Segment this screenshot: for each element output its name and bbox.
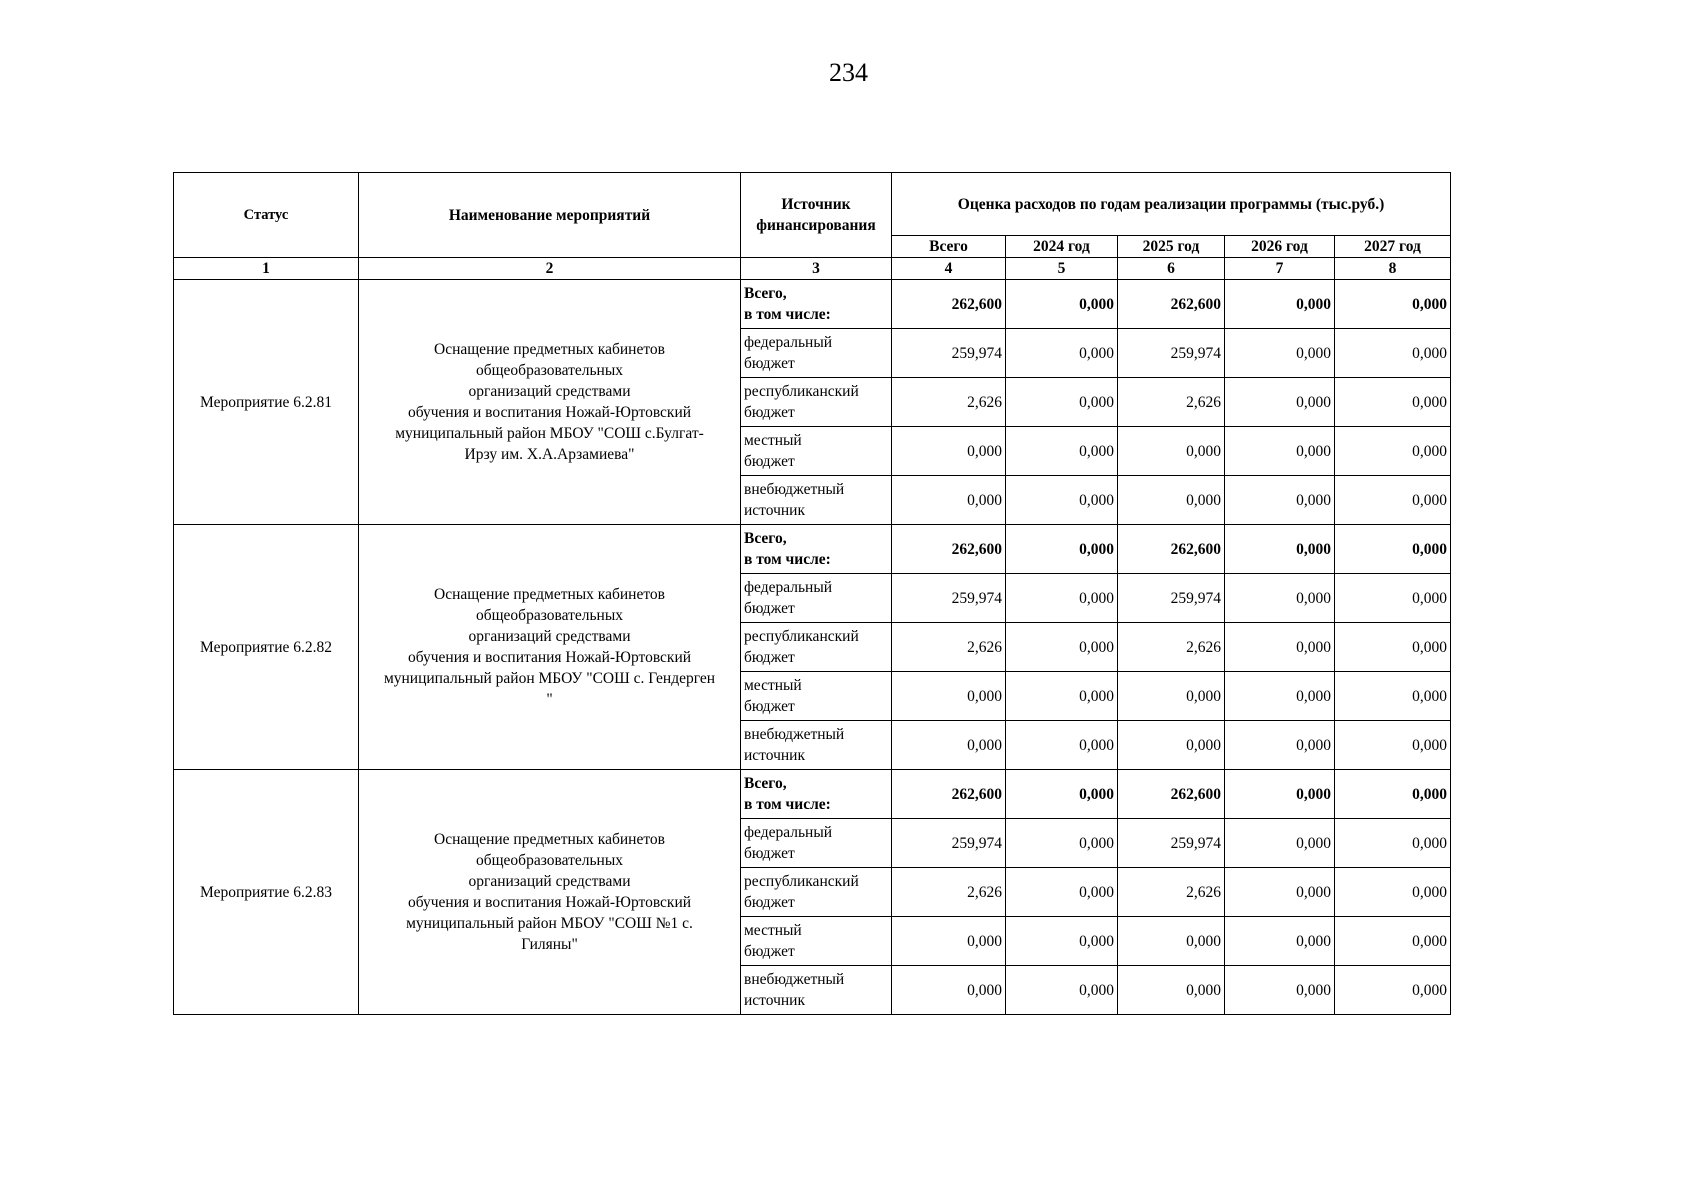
col-number: 1: [174, 258, 359, 280]
amount-cell: 0,000: [1225, 378, 1335, 427]
amount-cell: 262,600: [892, 770, 1006, 819]
header-name: Наименование мероприятий: [359, 173, 741, 258]
amount-cell: 0,000: [1335, 378, 1451, 427]
amount-cell: 2,626: [1118, 378, 1225, 427]
amount-cell: 0,000: [1225, 280, 1335, 329]
amount-cell: 0,000: [1118, 917, 1225, 966]
header-year-2025: 2025 год: [1118, 236, 1225, 258]
col-number: 6: [1118, 258, 1225, 280]
amount-cell: 0,000: [892, 917, 1006, 966]
header-status: Статус: [174, 173, 359, 258]
amount-cell: 0,000: [892, 966, 1006, 1015]
amount-cell: 0,000: [1006, 623, 1118, 672]
amount-cell: 0,000: [1335, 868, 1451, 917]
amount-cell: 0,000: [892, 427, 1006, 476]
event-status: Мероприятие 6.2.81: [174, 280, 359, 525]
amount-cell: 0,000: [1335, 672, 1451, 721]
funding-source: местный бюджет: [741, 427, 892, 476]
amount-cell: 0,000: [1335, 917, 1451, 966]
amount-cell: 0,000: [1335, 770, 1451, 819]
col-number: 5: [1006, 258, 1118, 280]
funding-source: местный бюджет: [741, 917, 892, 966]
amount-cell: 0,000: [1118, 427, 1225, 476]
amount-cell: 0,000: [1335, 329, 1451, 378]
event-total-row: [174, 770, 1451, 819]
amount-cell: 0,000: [1006, 329, 1118, 378]
amount-cell: 0,000: [1335, 427, 1451, 476]
amount-cell: 0,000: [1006, 476, 1118, 525]
header-estimate: Оценка расходов по годам реализации программы (тыс.руб.): [892, 173, 1451, 236]
amount-cell: 0,000: [1225, 427, 1335, 476]
event-name: Оснащение предметных кабинетов общеобразовательных организаций средствами обучения и воспитания Ножай-Юртовский муниципальный район МБОУ "СОШ №1 с. Гиляны": [359, 770, 741, 1015]
event-total-row: [174, 280, 1451, 329]
amount-cell: 0,000: [892, 721, 1006, 770]
funding-source: республиканский бюджет: [741, 378, 892, 427]
amount-cell: 0,000: [1006, 672, 1118, 721]
amount-cell: 259,974: [1118, 574, 1225, 623]
amount-cell: 0,000: [1118, 721, 1225, 770]
funding-source: федеральный бюджет: [741, 574, 892, 623]
amount-cell: 0,000: [1335, 819, 1451, 868]
amount-cell: 259,974: [1118, 329, 1225, 378]
events-body: [174, 280, 1451, 1015]
header-year-2026: 2026 год: [1225, 236, 1335, 258]
amount-cell: 2,626: [1118, 623, 1225, 672]
amount-cell: 0,000: [1006, 378, 1118, 427]
amount-cell: 0,000: [1225, 329, 1335, 378]
event-status: Мероприятие 6.2.82: [174, 525, 359, 770]
amount-cell: 0,000: [1335, 966, 1451, 1015]
event-total-row: [174, 525, 1451, 574]
amount-cell: 0,000: [1225, 917, 1335, 966]
amount-cell: 0,000: [1225, 966, 1335, 1015]
amount-cell: 0,000: [1118, 966, 1225, 1015]
amount-cell: 0,000: [1006, 574, 1118, 623]
col-number: 7: [1225, 258, 1335, 280]
funding-source: внебюджетный источник: [741, 721, 892, 770]
amount-cell: 0,000: [1225, 672, 1335, 721]
amount-cell: 0,000: [1225, 525, 1335, 574]
event-name: Оснащение предметных кабинетов общеобразовательных организаций средствами обучения и воспитания Ножай-Юртовский муниципальный район МБОУ "СОШ с.Булгат- Ирзу им. Х.А.Арзамиева": [359, 280, 741, 525]
amount-cell: 262,600: [1118, 280, 1225, 329]
funding-source: республиканский бюджет: [741, 623, 892, 672]
header-year-2027: 2027 год: [1335, 236, 1451, 258]
amount-cell: 262,600: [1118, 770, 1225, 819]
amount-cell: 0,000: [892, 476, 1006, 525]
amount-cell: 259,974: [892, 574, 1006, 623]
amount-cell: 259,974: [1118, 819, 1225, 868]
funding-source: внебюджетный источник: [741, 476, 892, 525]
funding-source: Всего, в том числе:: [741, 770, 892, 819]
col-number: 2: [359, 258, 741, 280]
event-status: Мероприятие 6.2.83: [174, 770, 359, 1015]
amount-cell: 0,000: [1225, 721, 1335, 770]
funding-source: федеральный бюджет: [741, 819, 892, 868]
amount-cell: 0,000: [1006, 917, 1118, 966]
amount-cell: 0,000: [1006, 525, 1118, 574]
amount-cell: 0,000: [1006, 721, 1118, 770]
amount-cell: 262,600: [1118, 525, 1225, 574]
header-year-2024: 2024 год: [1006, 236, 1118, 258]
amount-cell: 0,000: [1225, 623, 1335, 672]
amount-cell: 0,000: [1225, 819, 1335, 868]
funding-source: местный бюджет: [741, 672, 892, 721]
amount-cell: 0,000: [1118, 476, 1225, 525]
funding-source: внебюджетный источник: [741, 966, 892, 1015]
amount-cell: 0,000: [1006, 770, 1118, 819]
amount-cell: 0,000: [1335, 280, 1451, 329]
amount-cell: 0,000: [1006, 427, 1118, 476]
col-number: 8: [1335, 258, 1451, 280]
amount-cell: 2,626: [892, 378, 1006, 427]
funding-source: Всего, в том числе:: [741, 280, 892, 329]
header-source-label: Источник финансирования: [756, 196, 876, 234]
col-number: 3: [741, 258, 892, 280]
col-number: 4: [892, 258, 1006, 280]
header-total: Всего: [892, 236, 1006, 258]
amount-cell: 2,626: [892, 623, 1006, 672]
amount-cell: 262,600: [892, 280, 1006, 329]
amount-cell: 0,000: [1118, 672, 1225, 721]
funding-source: республиканский бюджет: [741, 868, 892, 917]
amount-cell: 0,000: [892, 672, 1006, 721]
amount-cell: 2,626: [1118, 868, 1225, 917]
amount-cell: 0,000: [1225, 770, 1335, 819]
amount-cell: 0,000: [1335, 574, 1451, 623]
amount-cell: 262,600: [892, 525, 1006, 574]
page-number: 234: [829, 58, 868, 87]
amount-cell: 0,000: [1335, 721, 1451, 770]
amount-cell: 0,000: [1335, 623, 1451, 672]
budget-table: [173, 172, 1451, 1015]
amount-cell: 0,000: [1335, 525, 1451, 574]
funding-source: Всего, в том числе:: [741, 525, 892, 574]
event-name: Оснащение предметных кабинетов общеобразовательных организаций средствами обучения и воспитания Ножай-Юртовский муниципальный район МБОУ "СОШ с. Гендерген ": [359, 525, 741, 770]
amount-cell: 2,626: [892, 868, 1006, 917]
amount-cell: 259,974: [892, 819, 1006, 868]
amount-cell: 259,974: [892, 329, 1006, 378]
amount-cell: 0,000: [1225, 868, 1335, 917]
amount-cell: 0,000: [1225, 476, 1335, 525]
funding-source: федеральный бюджет: [741, 329, 892, 378]
header-source: [741, 173, 892, 258]
amount-cell: 0,000: [1006, 819, 1118, 868]
amount-cell: 0,000: [1006, 280, 1118, 329]
amount-cell: 0,000: [1335, 476, 1451, 525]
amount-cell: 0,000: [1006, 868, 1118, 917]
amount-cell: 0,000: [1225, 574, 1335, 623]
amount-cell: 0,000: [1006, 966, 1118, 1015]
